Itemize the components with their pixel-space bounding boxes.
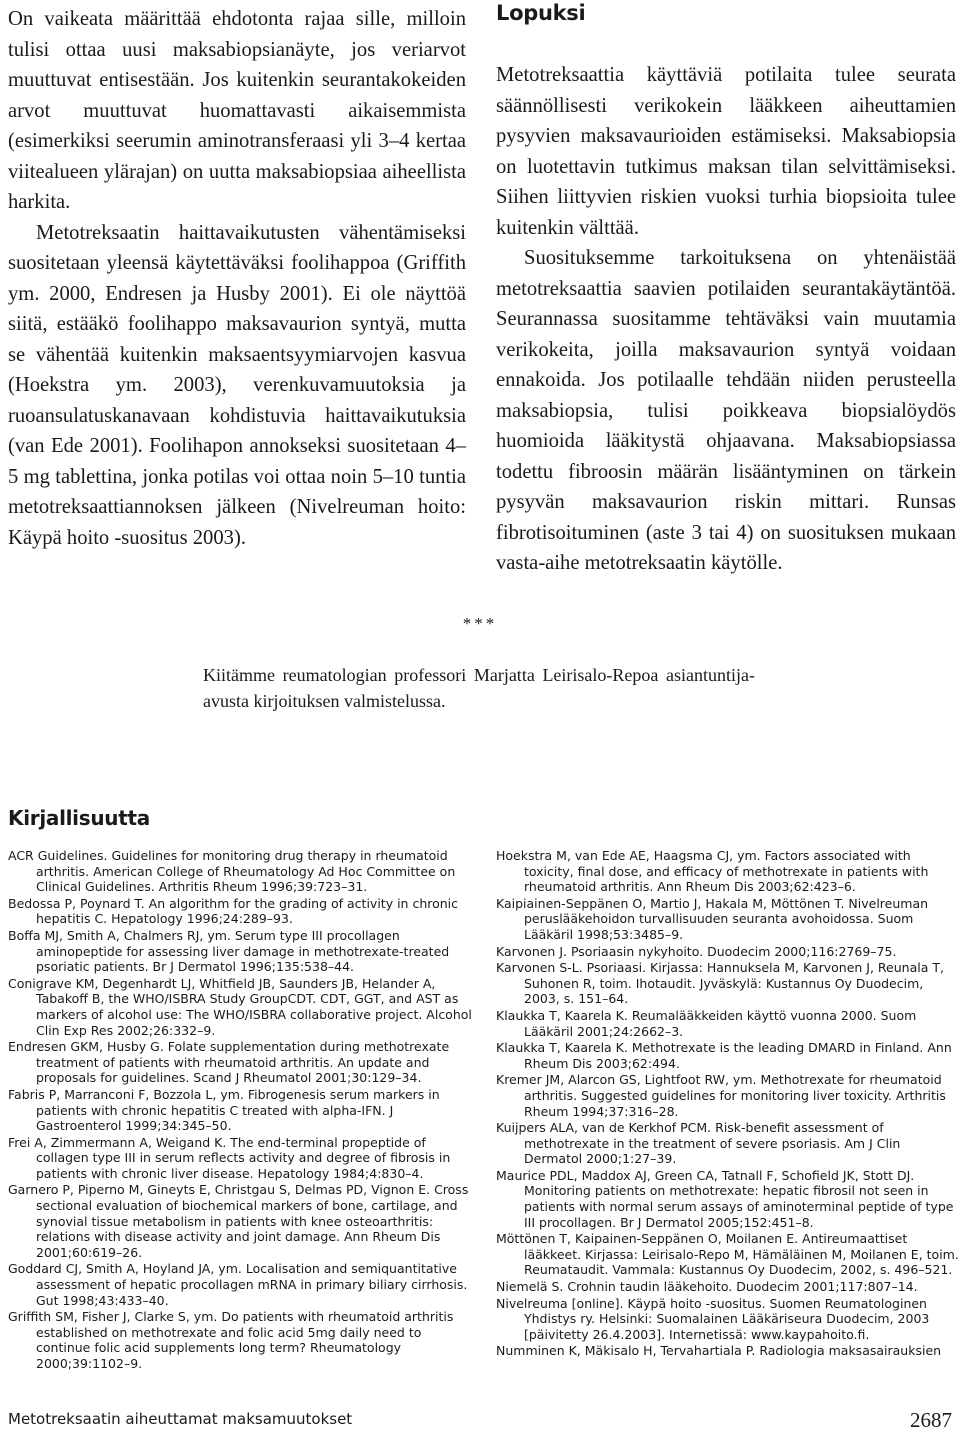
reference-entry: Nivelreuma [online]. Käypä hoito -suositus. Suomen Reumatologinen Yhdistys ry. Helsinki: Suomalainen Lääkäriseura Duodecim, 2003 [päivitetty 26.4.2003]. Internetissä: www.kaypahoito.fi.: [496, 1295, 930, 1342]
right-text-column: [496, 0, 956, 579]
reference-entry: Numminen K, Mäkisalo H, Tervahartiala P. Radiologia maksasairauksien: [496, 1343, 942, 1359]
reference-entry: Klaukka T, Kaarela K. Methotrexate is the leading DMARD in Finland. Ann Rheum Dis 2003;62:494.: [496, 1040, 952, 1071]
reference-entry: Boffa MJ, Smith A, Chalmers RJ, ym. Serum type III procollagen aminopeptide for assessing liver damage in methotrexate-treated psoriatic patients. Br J Dermatol 1996;135:538–44.: [8, 927, 450, 975]
reference-entry: Niemelä S. Crohnin taudin lääkehoito. Duodecim 2001;117:807–14.: [496, 1279, 918, 1295]
reference-entry: Karvonen J. Psoriaasin nykyhoito. Duodecim 2000;116:2769–75.: [496, 943, 897, 959]
reference-entry: Karvonen S-L. Psoriaasi. Kirjassa: Hannuksela M, Karvonen J, Reunala T, Suhonen R, toim. Ihotaudit. Jyväskylä: Kustannus Oy Duodecim, 2003, s. 151–64.: [496, 960, 944, 1007]
reference-entry: Maurice PDL, Maddox AJ, Green CA, Tatnall F, Schofield JK, Stott DJ. Monitoring patients on methotrexate: hepatic fibrosil not seen in patients with normal serum assays of aminoterminal peptide of type III procollagen. Br J Dermatol 2005;152:451–8.: [496, 1167, 954, 1230]
references-left-column: [8, 848, 472, 1373]
reference-entry: Fabris P, Marranconi F, Bozzola L, ym. Fibrogenesis serum markers in patients with chronic hepatitis C treated with alpha-IFN. J Gastroenterol 1999;34:345–50.: [8, 1086, 440, 1134]
body-paragraph: On vaikeata määrittää ehdotonta rajaa sille, milloin tulisi ottaa uusi maksabiopsianäyte, jos veriarvot muuttuvat entisestään. Jos kuitenkin seurantakokeiden arvot muuttuvat huomattavasti aikaisemmista (esimerkiksi seerumin aminotransferaasi yli 3–4 kertaa viitealueen ylärajan) on uutta maksabiopsiaa aiheellista harkita.: [8, 8, 466, 213]
section-divider: ***: [462, 614, 498, 633]
left-text-column: [8, 4, 466, 553]
acknowledgement: Kiitämme reumatologian professori Marjatta Leirisalo-Repoa asiantuntija-avusta kirjoituksen valmistelussa.: [203, 665, 755, 711]
reference-entry: Conigrave KM, Degenhardt LJ, Whitfield JB, Saunders JB, Helander A, Tabakoff B, the WHO/ISBRA Study GroupCDT. CDT, GGT, and AST as markers of alcohol use: The WHO/ISBRA collaborative project. Alcohol Clin Exp Res 2002;26:332–9.: [8, 975, 472, 1038]
body-paragraph: Metotreksaatin haittavaikutusten vähentämiseksi suositetaan yleensä käytettäväksi foolihappoa (Griffith ym. 2000, Endresen ja Husby 2001). Ei ole näyttöä siitä, estääkö foolihappo maksavaurion syntyä, mutta se vähentää kuitenkin maksaentsyymiarvojen kasvua (Hoekstra ym. 2003), verenkuvamuutoksia ja ruoansulatuskanavaan kohdistuvia haittavaikutuksia (van Ede 2001). Foolihapon annokseksi suositetaan 4–5 mg tablettina, jonka potilas voi ottaa noin 5–10 tuntia metotreksaattiannoksen jälkeen (Nivelreuman hoito: Käypä hoito -suositus 2003).: [8, 221, 466, 549]
section-heading: Lopuksi: [496, 1, 586, 25]
body-paragraph: Metotreksaattia käyttäviä potilaita tulee seurata säännöllisesti verikokein lääkkeen aiheuttamien pysyvien maksavaurioiden estämiseksi. Maksabiopsia on luotettavin tutkimus maksan tilan selvittämiseksi. Siihen liittyvien riskien vuoksi turhia biopsioita tulee kuitenkin välttää.: [496, 64, 956, 239]
reference-entry: Kremer JM, Alarcon GS, Lightfoot RW, ym. Methotrexate for rheumatoid arthritis. Suggested guidelines for monitoring liver toxicity. Arthritis Rheum 1994;37:316–28.: [496, 1072, 946, 1119]
reference-entry: Möttönen T, Kaipainen-Seppänen O, Moilanen E. Antireumaattiset lääkkeet. Kirjassa: Leirisalo-Repo M, Hämäläinen M, Moilanen E, toim. Reumataudit. Vammala: Kustannus Oy Duodecim, 2002, s. 496–521.: [496, 1231, 959, 1278]
reference-entry: Griffith SM, Fisher J, Clarke S, ym. Do patients with rheumatoid arthritis established on methotrexate and folic acid 5mg daily need to continue folic acid supplements long term? Rheumatology 2000;39:1102–9.: [8, 1309, 454, 1371]
references-right-column: [496, 848, 960, 1360]
reference-entry: Goddard CJ, Smith A, Hoyland JA, ym. Localisation and semiquantitative assessment of hepatic procollagen mRNA in primary biliary cirrhosis. Gut 1998;43:433–40.: [8, 1261, 468, 1308]
reference-entry: Garnero P, Piperno M, Gineyts E, Christgau S, Delmas PD, Vignon E. Cross sectional evaluation of biochemical markers of bone, cartilage, and synovial tissue metabolism in patients with knee osteoarthritis: relations with disease activity and joint damage. Ann Rheum Dis 2001;60:619–26.: [8, 1182, 469, 1260]
references-heading: Kirjallisuutta: [8, 806, 150, 830]
body-paragraph: Suosituksemme tarkoituksena on yhtenäistää metotreksaattia saavien potilaiden seurantakäytäntöä. Seurannassa suositamme tehtäväksi vain muutamia verikokeita, joilla maksavaurion syntyä voidaan ennakoida. Jos potilaalle tehdään niiden perusteella maksabiopsia, tulisi poikkeava biopsialöydös huomioida lääkitystä ohjaavana. Maksabiopsiassa todettu fibroosin määrän lisääntyminen on tärkein pysyvän maksavaurion riskin mittari. Runsas fibrotisoituminen (aste 3 tai 4) on suosituksen mukaan vasta-aihe metotreksaatin käytölle.: [496, 247, 956, 574]
reference-entry: Kaipiainen-Seppänen O, Martio J, Hakala M, Möttönen T. Nivelreuman peruslääkehoidon turvallisuuden seuranta avohoidossa. Suom Lääkäril 1998;53:3485–9.: [496, 895, 929, 942]
reference-entry: Frei A, Zimmermann A, Weigand K. The end-terminal propeptide of collagen type III in serum reflects activity and degree of fibrosis in patients with chronic liver disease. Hepatology 1984;4:830–4.: [8, 1134, 451, 1181]
reference-entry: Hoekstra M, van Ede AE, Haagsma CJ, ym. Factors associated with toxicity, final dose, and efficacy of methotrexate in patients with rheumatoid arthritis. Ann Rheum Dis 2003;62:423–6.: [496, 848, 929, 895]
reference-entry: ACR Guidelines. Guidelines for monitoring drug therapy in rheumatoid arthritis. American College of Rheumatology Ad Hoc Committee on Clinical Guidelines. Arthritis Rheum 1996;39:723–31.: [8, 848, 456, 895]
reference-entry: Bedossa P, Poynard T. An algorithm for the grading of activity in chronic hepatitis C. Hepatology 1996;24:289–93.: [8, 895, 459, 927]
reference-entry: Kuijpers ALA, van de Kerkhof PCM. Risk-benefit assessment of methotrexate in the treatment of severe psoriasis. Am J Clin Dermatol 2000;1:27–39.: [496, 1120, 901, 1167]
reference-entry: Endresen GKM, Husby G. Folate supplementation during methotrexate treatment of patients with rheumatoid arthritis. An update and proposals for guidelines. Scand J Rheumatol 2001;30:129–34.: [8, 1039, 450, 1086]
running-title: Metotreksaatin aiheuttamat maksamuutokset: [8, 1410, 353, 1428]
page-number: 2687: [910, 1408, 952, 1432]
reference-entry: Klaukka T, Kaarela K. Reumalääkkeiden käyttö vuonna 2000. Suom Lääkäril 2001;24:2662–3.: [496, 1007, 917, 1039]
